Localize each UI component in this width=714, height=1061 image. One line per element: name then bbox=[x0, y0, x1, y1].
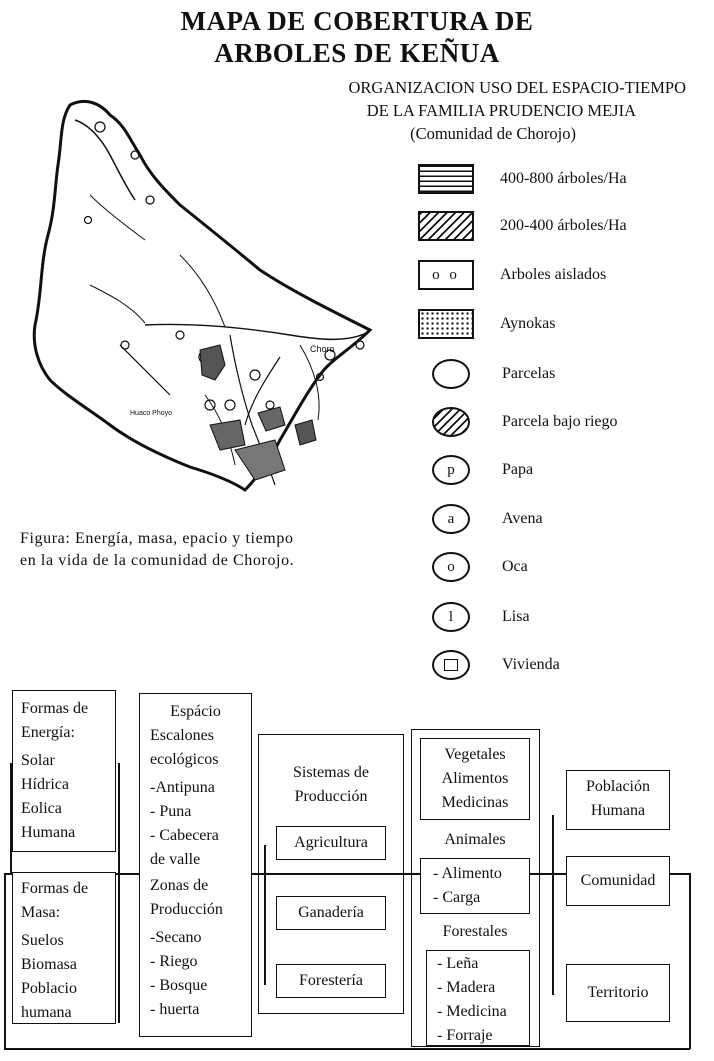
map-parcel-10 bbox=[121, 341, 129, 349]
legend-item-arboles-aislados: o o Arboles aislados bbox=[418, 258, 606, 292]
energia-item-eolica: Eolica bbox=[21, 800, 62, 817]
parcel-circle-icon bbox=[432, 359, 470, 389]
map-irrigated-patch-2 bbox=[210, 420, 245, 450]
subtitle-line-3: (Comunidad de Chorojo) bbox=[410, 124, 576, 143]
sistemas-title-1: Sistemas de bbox=[293, 764, 369, 781]
masa-item-suelos: Suelos bbox=[21, 932, 64, 949]
formas-energia-box bbox=[12, 690, 116, 852]
energia-item-humana: Humana bbox=[21, 824, 76, 841]
legend-item-papa: p Papa bbox=[418, 453, 533, 487]
escalon-cabecera: - Cabecera bbox=[150, 827, 219, 844]
legend-item-parcela-riego: Parcela bajo riego bbox=[418, 405, 618, 439]
figure-caption-line-2: en la vida de la comunidad de Chorojo. bbox=[20, 552, 295, 569]
vegetales-medicinas: Medicinas bbox=[441, 794, 509, 811]
escalones-title-1: Escalones bbox=[150, 727, 214, 744]
map-stream-5 bbox=[90, 285, 145, 323]
legend-item-vivienda: Vivienda bbox=[418, 648, 560, 682]
title-line-1: MAPA DE COBERTURA DE bbox=[180, 6, 534, 36]
map-parcel-12 bbox=[225, 400, 235, 410]
energia-title-2: Energía: bbox=[21, 724, 75, 741]
zona-bosque: - Bosque bbox=[150, 977, 208, 994]
map-parcel-14 bbox=[266, 401, 274, 409]
map-parcel-9 bbox=[250, 370, 260, 380]
forestaria-box: Forestería bbox=[276, 964, 386, 998]
legend-item-200-400: 200-400 árboles/Ha bbox=[418, 209, 627, 243]
map-irrigated-patch-4 bbox=[258, 407, 285, 431]
legend-item-lisa: l Lisa bbox=[418, 600, 530, 634]
bottom-connector-line bbox=[4, 1048, 690, 1050]
map-irrigated-patch-1 bbox=[200, 345, 225, 380]
map-parcel-11 bbox=[356, 341, 364, 349]
zonas-title-1: Zonas de bbox=[150, 877, 209, 894]
energia-right-bracket-line bbox=[118, 763, 120, 1023]
map-parcel-5 bbox=[176, 331, 184, 339]
ganaderia-box: Ganadería bbox=[276, 896, 386, 930]
stripes-swatch-icon bbox=[418, 164, 474, 194]
masa-item-poblacio: Poblacio bbox=[21, 980, 77, 997]
vegetales-title: Vegetales bbox=[444, 746, 506, 763]
masa-item-humana: humana bbox=[21, 1004, 72, 1021]
map-stream-1 bbox=[145, 324, 370, 339]
map-irrigated-patch-5 bbox=[295, 420, 316, 445]
zona-huerta: - huerta bbox=[150, 1001, 200, 1018]
masa-title-1: Formas de bbox=[21, 880, 89, 897]
right-vertical-line bbox=[689, 873, 691, 1049]
map-label-chorojo: Choro bbox=[310, 344, 335, 354]
escalon-antipuna: -Antipuna bbox=[150, 779, 215, 796]
escalon-valle: de valle bbox=[150, 851, 201, 868]
legend-item-avena: a Avena bbox=[418, 502, 543, 536]
forestales-title: Forestales bbox=[442, 923, 508, 940]
zona-riego: - Riego bbox=[150, 953, 198, 970]
espacio-title: Espácio bbox=[170, 703, 221, 720]
lisa-circle-icon: l bbox=[432, 602, 470, 632]
zonas-title-2: Producción bbox=[150, 901, 223, 918]
map-stream-7 bbox=[300, 345, 319, 420]
vivienda-circle-icon bbox=[432, 650, 470, 680]
map-parcel-1 bbox=[95, 122, 105, 132]
house-square-icon bbox=[444, 659, 458, 671]
map-parcel-3 bbox=[146, 196, 154, 204]
legend-item-aynokas: Aynokas bbox=[418, 307, 555, 341]
sociedad-bracket-line bbox=[552, 815, 554, 995]
sistemas-title-2: Producción bbox=[294, 788, 368, 805]
dots-swatch-icon bbox=[418, 309, 474, 339]
territorio-box: Territorio bbox=[566, 964, 670, 1022]
poblacion-humana-box bbox=[566, 770, 670, 830]
animales-carga: - Carga bbox=[433, 889, 481, 906]
legend-item-parcelas: Parcelas bbox=[418, 357, 555, 391]
vegetales-box bbox=[420, 738, 530, 820]
map-parcel-2 bbox=[131, 151, 139, 159]
map-stream-6 bbox=[180, 255, 225, 327]
comunidad-box: Comunidad bbox=[566, 856, 670, 906]
map-stream-4 bbox=[120, 345, 170, 395]
escalones-title-2: ecológicos bbox=[150, 751, 219, 768]
espacio-box bbox=[139, 693, 252, 1037]
legend-item-400-800: 400-800 árboles/Ha bbox=[418, 162, 627, 196]
forestales-forraje: - Forraje bbox=[437, 1027, 493, 1044]
legend-item-oca: o Oca bbox=[418, 550, 528, 584]
escalon-puna: - Puna bbox=[150, 803, 192, 820]
kenua-coverage-map bbox=[30, 95, 390, 495]
vegetales-alimentos: Alimentos bbox=[441, 770, 509, 787]
papa-circle-icon: p bbox=[432, 455, 470, 485]
hatch-swatch-icon bbox=[418, 211, 474, 241]
animales-alimento: - Alimento bbox=[433, 865, 502, 882]
title-line-2: ARBOLES DE KEÑUA bbox=[214, 38, 500, 68]
poblacion-title-1: Población bbox=[586, 778, 650, 795]
left-vertical-line bbox=[4, 873, 6, 1049]
poblacion-title-2: Humana bbox=[590, 802, 646, 819]
irrigated-parcel-icon bbox=[432, 407, 470, 437]
energia-item-hidrica: Hídrica bbox=[21, 776, 69, 793]
forestales-lena: - Leña bbox=[437, 955, 479, 972]
isolated-trees-icon: o o bbox=[418, 260, 474, 290]
animales-title: Animales bbox=[444, 831, 506, 848]
map-outline bbox=[34, 101, 370, 490]
subtitle-line-1: ORGANIZACION USO DEL ESPACIO-TIEMPO bbox=[348, 78, 686, 97]
forestales-madera: - Madera bbox=[437, 979, 496, 996]
map-stream-9 bbox=[90, 195, 145, 240]
subtitle-line-2: DE LA FAMILIA PRUDENCIO MEJIA bbox=[366, 101, 636, 120]
forestales-medicina: - Medicina bbox=[437, 1003, 507, 1020]
animales-box bbox=[420, 858, 530, 914]
energia-item-solar: Solar bbox=[21, 752, 55, 769]
formas-masa-box bbox=[12, 872, 116, 1024]
map-label-huaco-phoyo: Huaco Phoyo bbox=[130, 410, 173, 417]
oca-circle-icon: o bbox=[432, 552, 470, 582]
map-parcel-4 bbox=[85, 217, 92, 224]
masa-item-biomasa: Biomasa bbox=[21, 956, 77, 973]
avena-circle-icon: a bbox=[432, 504, 470, 534]
zona-secano: -Secano bbox=[150, 929, 202, 946]
masa-title-2: Masa: bbox=[21, 904, 61, 921]
forestales-box bbox=[426, 950, 530, 1046]
agricultura-box: Agricultura bbox=[276, 826, 386, 860]
figure-caption-line-1: Figura: Energía, masa, epacio y tiempo bbox=[20, 530, 294, 547]
energia-title-1: Formas de bbox=[21, 700, 89, 717]
